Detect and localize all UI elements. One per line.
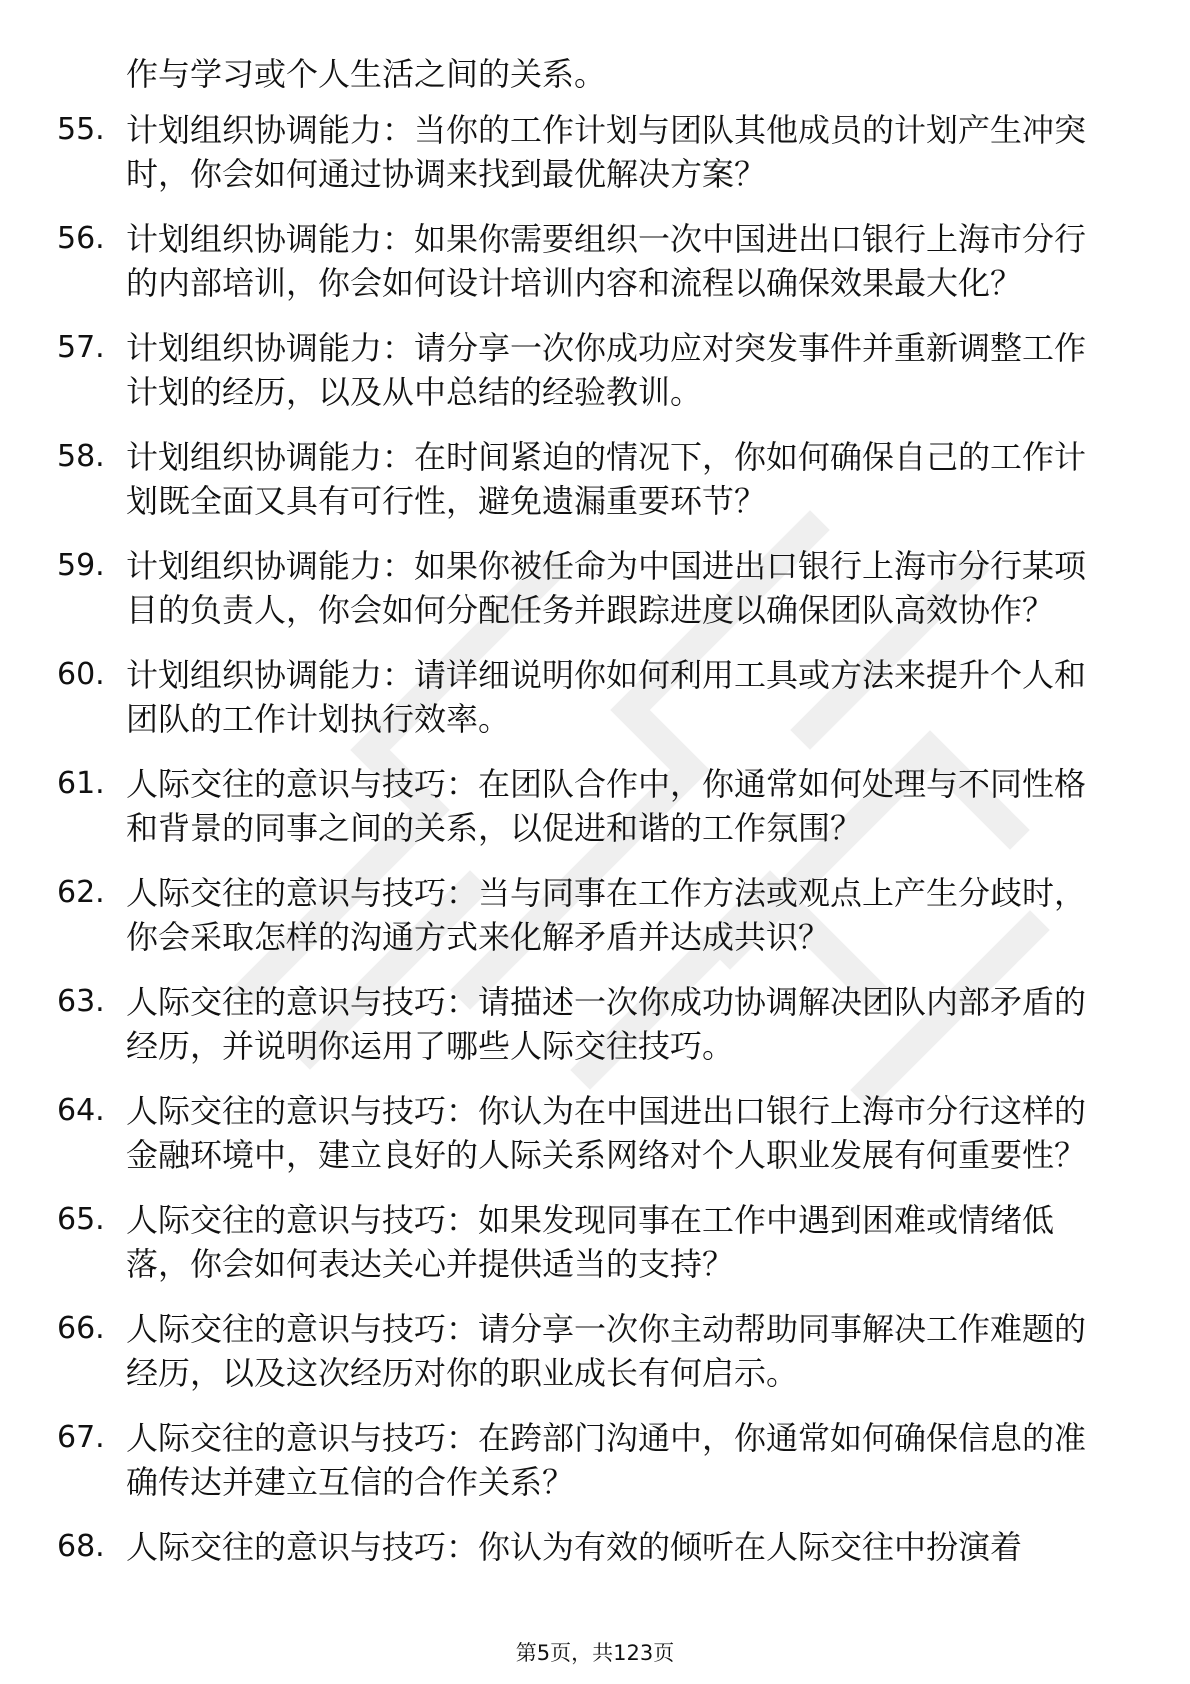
question-text: 计划组织协调能力：如果你需要组织一次中国进出口银行上海市分行的内部培训，你会如何设计培训内容和流程以确保效果最大化？ (126, 220, 1087, 302)
page-footer: 第5页，共123页 (515, 1641, 675, 1665)
list-item (0, 1307, 1190, 1395)
question-text: 人际交往的意识与技巧：请分享一次你主动帮助同事解决工作难题的经历，以及这次经历对你的职业成长有何启示。 (126, 1310, 1087, 1392)
list-item (0, 326, 1190, 414)
question-number: 63. (57, 984, 105, 1019)
question-text: 人际交往的意识与技巧：你认为在中国进出口银行上海市分行这样的金融环境中，建立良好的人际关系网络对个人职业发展有何重要性？ (126, 1092, 1087, 1174)
question-text: 计划组织协调能力：请详细说明你如何利用工具或方法来提升个人和团队的工作计划执行效率。 (126, 656, 1087, 738)
question-number: 59. (57, 548, 105, 583)
question-text: 计划组织协调能力：请分享一次你成功应对突发事件并重新调整工作计划的经历，以及从中总结的经验教训。 (126, 329, 1087, 411)
question-number: 55. (57, 112, 105, 147)
question-number: 67. (57, 1420, 105, 1455)
question-number: 65. (57, 1202, 105, 1237)
continuation-text: 作与学习或个人生活之间的关系。 (126, 55, 607, 93)
question-text: 计划组织协调能力：在时间紧迫的情况下，你如何确保自己的工作计划既全面又具有可行性，避免遗漏重要环节？ (126, 438, 1087, 520)
list-item (0, 980, 1190, 1068)
question-text: 人际交往的意识与技巧：如果发现同事在工作中遇到困难或情绪低落，你会如何表达关心并提供适当的支持？ (126, 1201, 1055, 1283)
question-list (0, 108, 1190, 1590)
question-text: 人际交往的意识与技巧：在跨部门沟通中，你通常如何确保信息的准确传达并建立互信的合作关系？ (126, 1419, 1087, 1501)
question-number: 64. (57, 1093, 105, 1128)
question-number: 62. (57, 875, 105, 910)
question-number: 60. (57, 657, 105, 692)
question-text: 人际交往的意识与技巧：请描述一次你成功协调解决团队内部矛盾的经历，并说明你运用了哪些人际交往技巧。 (126, 983, 1087, 1065)
question-number: 66. (57, 1311, 105, 1346)
list-item (0, 435, 1190, 523)
question-text: 人际交往的意识与技巧：当与同事在工作方法或观点上产生分歧时，你会采取怎样的沟通方式来化解矛盾并达成共识？ (126, 874, 1087, 956)
list-item (0, 1525, 1190, 1569)
list-item (0, 653, 1190, 741)
list-item (0, 1089, 1190, 1177)
list-item (0, 217, 1190, 305)
list-item (0, 1198, 1190, 1286)
question-text: 计划组织协调能力：如果你被任命为中国进出口银行上海市分行某项目的负责人，你会如何分配任务并跟踪进度以确保团队高效协作？ (126, 547, 1087, 629)
list-item (0, 544, 1190, 632)
list-item (0, 762, 1190, 850)
question-text: 计划组织协调能力：当你的工作计划与团队其他成员的计划产生冲突时，你会如何通过协调来找到最优解决方案？ (126, 111, 1087, 193)
question-number: 56. (57, 221, 105, 256)
list-item (0, 871, 1190, 959)
list-item (0, 1416, 1190, 1504)
question-text: 人际交往的意识与技巧：在团队合作中，你通常如何处理与不同性格和背景的同事之间的关系，以促进和谐的工作氛围？ (126, 765, 1087, 847)
question-number: 61. (57, 766, 105, 801)
question-number: 68. (57, 1529, 105, 1564)
list-item (0, 108, 1190, 196)
question-number: 58. (57, 439, 105, 474)
question-text: 人际交往的意识与技巧：你认为有效的倾听在人际交往中扮演着 (126, 1528, 1023, 1566)
question-number: 57. (57, 330, 105, 365)
